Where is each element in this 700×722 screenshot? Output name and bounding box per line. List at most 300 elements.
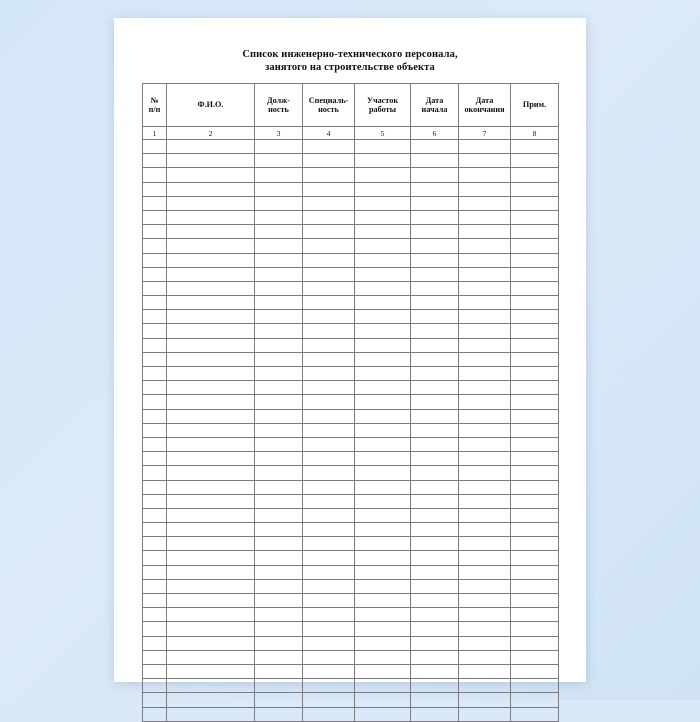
table-cell[interactable] <box>255 707 303 721</box>
table-cell[interactable] <box>459 324 511 338</box>
table-row[interactable] <box>143 466 559 480</box>
table-cell[interactable] <box>459 579 511 593</box>
table-cell[interactable] <box>303 664 355 678</box>
table-cell[interactable] <box>255 182 303 196</box>
table-cell[interactable] <box>355 154 411 168</box>
table-cell[interactable] <box>255 494 303 508</box>
table-cell[interactable] <box>143 324 167 338</box>
table-cell[interactable] <box>143 423 167 437</box>
table-cell[interactable] <box>303 324 355 338</box>
table-cell[interactable] <box>303 622 355 636</box>
table-cell[interactable] <box>255 210 303 224</box>
table-cell[interactable] <box>411 367 459 381</box>
table-cell[interactable] <box>459 281 511 295</box>
table-cell[interactable] <box>255 650 303 664</box>
table-cell[interactable] <box>255 466 303 480</box>
table-row[interactable] <box>143 707 559 721</box>
table-row[interactable] <box>143 395 559 409</box>
table-cell[interactable] <box>143 679 167 693</box>
table-cell[interactable] <box>459 310 511 324</box>
table-cell[interactable] <box>167 296 255 310</box>
table-row[interactable] <box>143 168 559 182</box>
table-cell[interactable] <box>255 594 303 608</box>
table-row[interactable] <box>143 210 559 224</box>
table-cell[interactable] <box>303 196 355 210</box>
table-cell[interactable] <box>143 508 167 522</box>
table-cell[interactable] <box>303 182 355 196</box>
table-cell[interactable] <box>411 452 459 466</box>
table-cell[interactable] <box>411 594 459 608</box>
table-cell[interactable] <box>303 310 355 324</box>
table-cell[interactable] <box>411 622 459 636</box>
table-cell[interactable] <box>167 636 255 650</box>
table-cell[interactable] <box>303 239 355 253</box>
table-cell[interactable] <box>411 352 459 366</box>
table-cell[interactable] <box>355 679 411 693</box>
table-cell[interactable] <box>167 594 255 608</box>
table-row[interactable] <box>143 650 559 664</box>
table-cell[interactable] <box>511 537 559 551</box>
table-cell[interactable] <box>459 210 511 224</box>
table-row[interactable] <box>143 423 559 437</box>
table-cell[interactable] <box>303 338 355 352</box>
table-cell[interactable] <box>355 707 411 721</box>
table-cell[interactable] <box>355 182 411 196</box>
table-cell[interactable] <box>511 225 559 239</box>
table-cell[interactable] <box>303 565 355 579</box>
table-cell[interactable] <box>303 650 355 664</box>
table-cell[interactable] <box>303 168 355 182</box>
table-row[interactable] <box>143 508 559 522</box>
table-cell[interactable] <box>511 296 559 310</box>
table-cell[interactable] <box>511 437 559 451</box>
table-cell[interactable] <box>511 196 559 210</box>
table-row[interactable] <box>143 381 559 395</box>
table-cell[interactable] <box>459 437 511 451</box>
table-cell[interactable] <box>411 409 459 423</box>
table-cell[interactable] <box>355 381 411 395</box>
table-cell[interactable] <box>411 168 459 182</box>
table-cell[interactable] <box>255 367 303 381</box>
table-cell[interactable] <box>355 352 411 366</box>
table-row[interactable] <box>143 253 559 267</box>
table-cell[interactable] <box>459 239 511 253</box>
table-cell[interactable] <box>355 168 411 182</box>
table-cell[interactable] <box>459 225 511 239</box>
table-cell[interactable] <box>167 707 255 721</box>
table-cell[interactable] <box>303 395 355 409</box>
table-cell[interactable] <box>167 352 255 366</box>
table-cell[interactable] <box>459 608 511 622</box>
table-cell[interactable] <box>459 636 511 650</box>
table-cell[interactable] <box>303 608 355 622</box>
table-row[interactable] <box>143 352 559 366</box>
table-cell[interactable] <box>167 551 255 565</box>
table-cell[interactable] <box>511 239 559 253</box>
table-cell[interactable] <box>255 395 303 409</box>
table-cell[interactable] <box>355 608 411 622</box>
table-cell[interactable] <box>355 466 411 480</box>
table-cell[interactable] <box>411 423 459 437</box>
table-cell[interactable] <box>167 650 255 664</box>
table-row[interactable] <box>143 196 559 210</box>
table-cell[interactable] <box>355 140 411 154</box>
table-cell[interactable] <box>511 523 559 537</box>
table-cell[interactable] <box>459 395 511 409</box>
table-cell[interactable] <box>303 352 355 366</box>
table-row[interactable] <box>143 537 559 551</box>
table-cell[interactable] <box>459 367 511 381</box>
table-row[interactable] <box>143 367 559 381</box>
table-cell[interactable] <box>143 579 167 593</box>
table-cell[interactable] <box>303 679 355 693</box>
table-row[interactable] <box>143 437 559 451</box>
table-cell[interactable] <box>143 594 167 608</box>
table-cell[interactable] <box>303 409 355 423</box>
table-cell[interactable] <box>411 636 459 650</box>
table-row[interactable] <box>143 622 559 636</box>
table-cell[interactable] <box>167 253 255 267</box>
table-cell[interactable] <box>355 267 411 281</box>
table-cell[interactable] <box>143 537 167 551</box>
table-cell[interactable] <box>255 537 303 551</box>
table-cell[interactable] <box>355 508 411 522</box>
table-cell[interactable] <box>355 225 411 239</box>
table-cell[interactable] <box>355 551 411 565</box>
table-cell[interactable] <box>355 537 411 551</box>
table-cell[interactable] <box>255 608 303 622</box>
table-cell[interactable] <box>411 466 459 480</box>
table-row[interactable] <box>143 140 559 154</box>
table-cell[interactable] <box>255 664 303 678</box>
table-cell[interactable] <box>303 466 355 480</box>
table-cell[interactable] <box>411 650 459 664</box>
table-cell[interactable] <box>411 679 459 693</box>
table-cell[interactable] <box>355 437 411 451</box>
table-cell[interactable] <box>511 608 559 622</box>
table-cell[interactable] <box>459 452 511 466</box>
table-cell[interactable] <box>459 707 511 721</box>
table-cell[interactable] <box>303 523 355 537</box>
table-cell[interactable] <box>511 168 559 182</box>
table-cell[interactable] <box>167 579 255 593</box>
table-cell[interactable] <box>167 452 255 466</box>
table-cell[interactable] <box>255 296 303 310</box>
table-cell[interactable] <box>167 239 255 253</box>
table-cell[interactable] <box>411 253 459 267</box>
table-cell[interactable] <box>167 395 255 409</box>
table-cell[interactable] <box>355 196 411 210</box>
table-cell[interactable] <box>411 196 459 210</box>
table-cell[interactable] <box>255 352 303 366</box>
table-cell[interactable] <box>143 210 167 224</box>
table-cell[interactable] <box>167 679 255 693</box>
table-cell[interactable] <box>459 423 511 437</box>
table-cell[interactable] <box>355 664 411 678</box>
table-cell[interactable] <box>511 508 559 522</box>
table-cell[interactable] <box>355 494 411 508</box>
table-cell[interactable] <box>511 154 559 168</box>
table-cell[interactable] <box>411 296 459 310</box>
table-cell[interactable] <box>167 168 255 182</box>
table-cell[interactable] <box>255 338 303 352</box>
table-cell[interactable] <box>143 707 167 721</box>
table-cell[interactable] <box>143 452 167 466</box>
table-cell[interactable] <box>303 494 355 508</box>
table-cell[interactable] <box>459 267 511 281</box>
table-cell[interactable] <box>143 664 167 678</box>
table-cell[interactable] <box>411 182 459 196</box>
table-cell[interactable] <box>303 367 355 381</box>
table-cell[interactable] <box>355 324 411 338</box>
table-cell[interactable] <box>511 452 559 466</box>
table-cell[interactable] <box>255 140 303 154</box>
table-cell[interactable] <box>411 381 459 395</box>
table-cell[interactable] <box>459 537 511 551</box>
table-cell[interactable] <box>167 225 255 239</box>
table-cell[interactable] <box>511 182 559 196</box>
table-cell[interactable] <box>255 196 303 210</box>
table-row[interactable] <box>143 480 559 494</box>
table-cell[interactable] <box>511 140 559 154</box>
table-cell[interactable] <box>167 210 255 224</box>
table-cell[interactable] <box>511 367 559 381</box>
table-cell[interactable] <box>255 239 303 253</box>
table-cell[interactable] <box>459 253 511 267</box>
table-cell[interactable] <box>303 210 355 224</box>
table-cell[interactable] <box>459 381 511 395</box>
table-cell[interactable] <box>167 608 255 622</box>
table-row[interactable] <box>143 494 559 508</box>
table-cell[interactable] <box>255 636 303 650</box>
table-cell[interactable] <box>303 594 355 608</box>
table-cell[interactable] <box>167 324 255 338</box>
table-cell[interactable] <box>411 494 459 508</box>
table-cell[interactable] <box>459 168 511 182</box>
table-cell[interactable] <box>167 310 255 324</box>
table-cell[interactable] <box>511 281 559 295</box>
table-cell[interactable] <box>255 452 303 466</box>
table-cell[interactable] <box>143 182 167 196</box>
table-cell[interactable] <box>411 565 459 579</box>
table-cell[interactable] <box>255 437 303 451</box>
table-cell[interactable] <box>411 324 459 338</box>
table-cell[interactable] <box>143 565 167 579</box>
table-row[interactable] <box>143 551 559 565</box>
table-cell[interactable] <box>167 508 255 522</box>
table-cell[interactable] <box>255 310 303 324</box>
table-cell[interactable] <box>511 466 559 480</box>
table-row[interactable] <box>143 679 559 693</box>
table-row[interactable] <box>143 523 559 537</box>
table-cell[interactable] <box>355 622 411 636</box>
table-cell[interactable] <box>459 466 511 480</box>
table-cell[interactable] <box>255 225 303 239</box>
table-cell[interactable] <box>511 253 559 267</box>
table-cell[interactable] <box>511 494 559 508</box>
table-row[interactable] <box>143 565 559 579</box>
table-cell[interactable] <box>459 296 511 310</box>
table-cell[interactable] <box>143 622 167 636</box>
table-cell[interactable] <box>411 154 459 168</box>
table-cell[interactable] <box>411 664 459 678</box>
table-cell[interactable] <box>143 253 167 267</box>
table-cell[interactable] <box>303 579 355 593</box>
table-cell[interactable] <box>143 466 167 480</box>
table-cell[interactable] <box>143 267 167 281</box>
table-cell[interactable] <box>303 423 355 437</box>
table-cell[interactable] <box>143 225 167 239</box>
table-cell[interactable] <box>303 551 355 565</box>
table-cell[interactable] <box>511 707 559 721</box>
table-cell[interactable] <box>411 310 459 324</box>
table-cell[interactable] <box>511 551 559 565</box>
table-row[interactable] <box>143 664 559 678</box>
table-cell[interactable] <box>167 281 255 295</box>
table-cell[interactable] <box>459 679 511 693</box>
table-cell[interactable] <box>303 537 355 551</box>
table-row[interactable] <box>143 281 559 295</box>
table-cell[interactable] <box>143 296 167 310</box>
table-cell[interactable] <box>143 381 167 395</box>
table-cell[interactable] <box>167 480 255 494</box>
table-cell[interactable] <box>411 537 459 551</box>
table-cell[interactable] <box>303 225 355 239</box>
table-cell[interactable] <box>143 551 167 565</box>
table-row[interactable] <box>143 452 559 466</box>
table-cell[interactable] <box>303 267 355 281</box>
table-cell[interactable] <box>511 579 559 593</box>
table-cell[interactable] <box>511 423 559 437</box>
table-cell[interactable] <box>459 622 511 636</box>
table-row[interactable] <box>143 409 559 423</box>
table-cell[interactable] <box>255 679 303 693</box>
table-cell[interactable] <box>255 508 303 522</box>
table-cell[interactable] <box>143 608 167 622</box>
table-cell[interactable] <box>255 523 303 537</box>
table-cell[interactable] <box>355 409 411 423</box>
table-row[interactable] <box>143 608 559 622</box>
table-cell[interactable] <box>255 579 303 593</box>
table-row[interactable] <box>143 310 559 324</box>
table-cell[interactable] <box>355 310 411 324</box>
table-cell[interactable] <box>167 437 255 451</box>
table-cell[interactable] <box>511 480 559 494</box>
table-cell[interactable] <box>355 395 411 409</box>
table-cell[interactable] <box>459 196 511 210</box>
table-cell[interactable] <box>167 523 255 537</box>
table-cell[interactable] <box>355 210 411 224</box>
table-cell[interactable] <box>167 154 255 168</box>
table-cell[interactable] <box>255 551 303 565</box>
table-cell[interactable] <box>303 452 355 466</box>
table-cell[interactable] <box>303 381 355 395</box>
table-cell[interactable] <box>459 352 511 366</box>
table-cell[interactable] <box>411 338 459 352</box>
table-cell[interactable] <box>511 267 559 281</box>
table-cell[interactable] <box>303 296 355 310</box>
table-cell[interactable] <box>167 565 255 579</box>
table-cell[interactable] <box>303 281 355 295</box>
table-cell[interactable] <box>167 367 255 381</box>
table-cell[interactable] <box>167 664 255 678</box>
table-cell[interactable] <box>143 239 167 253</box>
table-cell[interactable] <box>303 707 355 721</box>
table-cell[interactable] <box>459 182 511 196</box>
table-cell[interactable] <box>511 679 559 693</box>
table-cell[interactable] <box>143 494 167 508</box>
table-cell[interactable] <box>355 650 411 664</box>
table-cell[interactable] <box>355 239 411 253</box>
table-cell[interactable] <box>459 551 511 565</box>
table-cell[interactable] <box>255 253 303 267</box>
table-cell[interactable] <box>411 608 459 622</box>
table-cell[interactable] <box>411 281 459 295</box>
table-cell[interactable] <box>143 196 167 210</box>
table-cell[interactable] <box>511 338 559 352</box>
table-cell[interactable] <box>255 154 303 168</box>
table-cell[interactable] <box>355 565 411 579</box>
table-cell[interactable] <box>411 210 459 224</box>
table-cell[interactable] <box>143 395 167 409</box>
table-cell[interactable] <box>303 437 355 451</box>
table-cell[interactable] <box>411 480 459 494</box>
table-cell[interactable] <box>459 494 511 508</box>
table-row[interactable] <box>143 594 559 608</box>
table-row[interactable] <box>143 338 559 352</box>
table-cell[interactable] <box>255 381 303 395</box>
table-cell[interactable] <box>255 267 303 281</box>
table-row[interactable] <box>143 267 559 281</box>
table-cell[interactable] <box>303 636 355 650</box>
table-cell[interactable] <box>511 622 559 636</box>
table-cell[interactable] <box>303 480 355 494</box>
table-cell[interactable] <box>355 636 411 650</box>
table-cell[interactable] <box>355 480 411 494</box>
table-cell[interactable] <box>355 253 411 267</box>
table-cell[interactable] <box>459 140 511 154</box>
table-cell[interactable] <box>355 423 411 437</box>
table-cell[interactable] <box>167 338 255 352</box>
table-cell[interactable] <box>143 650 167 664</box>
table-cell[interactable] <box>511 395 559 409</box>
table-cell[interactable] <box>511 381 559 395</box>
table-row[interactable] <box>143 296 559 310</box>
table-cell[interactable] <box>355 594 411 608</box>
table-cell[interactable] <box>167 381 255 395</box>
table-cell[interactable] <box>459 664 511 678</box>
table-cell[interactable] <box>411 140 459 154</box>
table-cell[interactable] <box>143 168 167 182</box>
table-cell[interactable] <box>355 523 411 537</box>
table-cell[interactable] <box>255 480 303 494</box>
table-cell[interactable] <box>411 508 459 522</box>
table-cell[interactable] <box>167 494 255 508</box>
table-cell[interactable] <box>143 367 167 381</box>
table-cell[interactable] <box>511 310 559 324</box>
table-cell[interactable] <box>255 622 303 636</box>
table-cell[interactable] <box>459 508 511 522</box>
table-cell[interactable] <box>143 437 167 451</box>
table-cell[interactable] <box>167 537 255 551</box>
table-cell[interactable] <box>459 523 511 537</box>
table-cell[interactable] <box>143 338 167 352</box>
table-cell[interactable] <box>255 409 303 423</box>
table-cell[interactable] <box>459 594 511 608</box>
table-row[interactable] <box>143 636 559 650</box>
table-cell[interactable] <box>355 281 411 295</box>
table-cell[interactable] <box>303 140 355 154</box>
